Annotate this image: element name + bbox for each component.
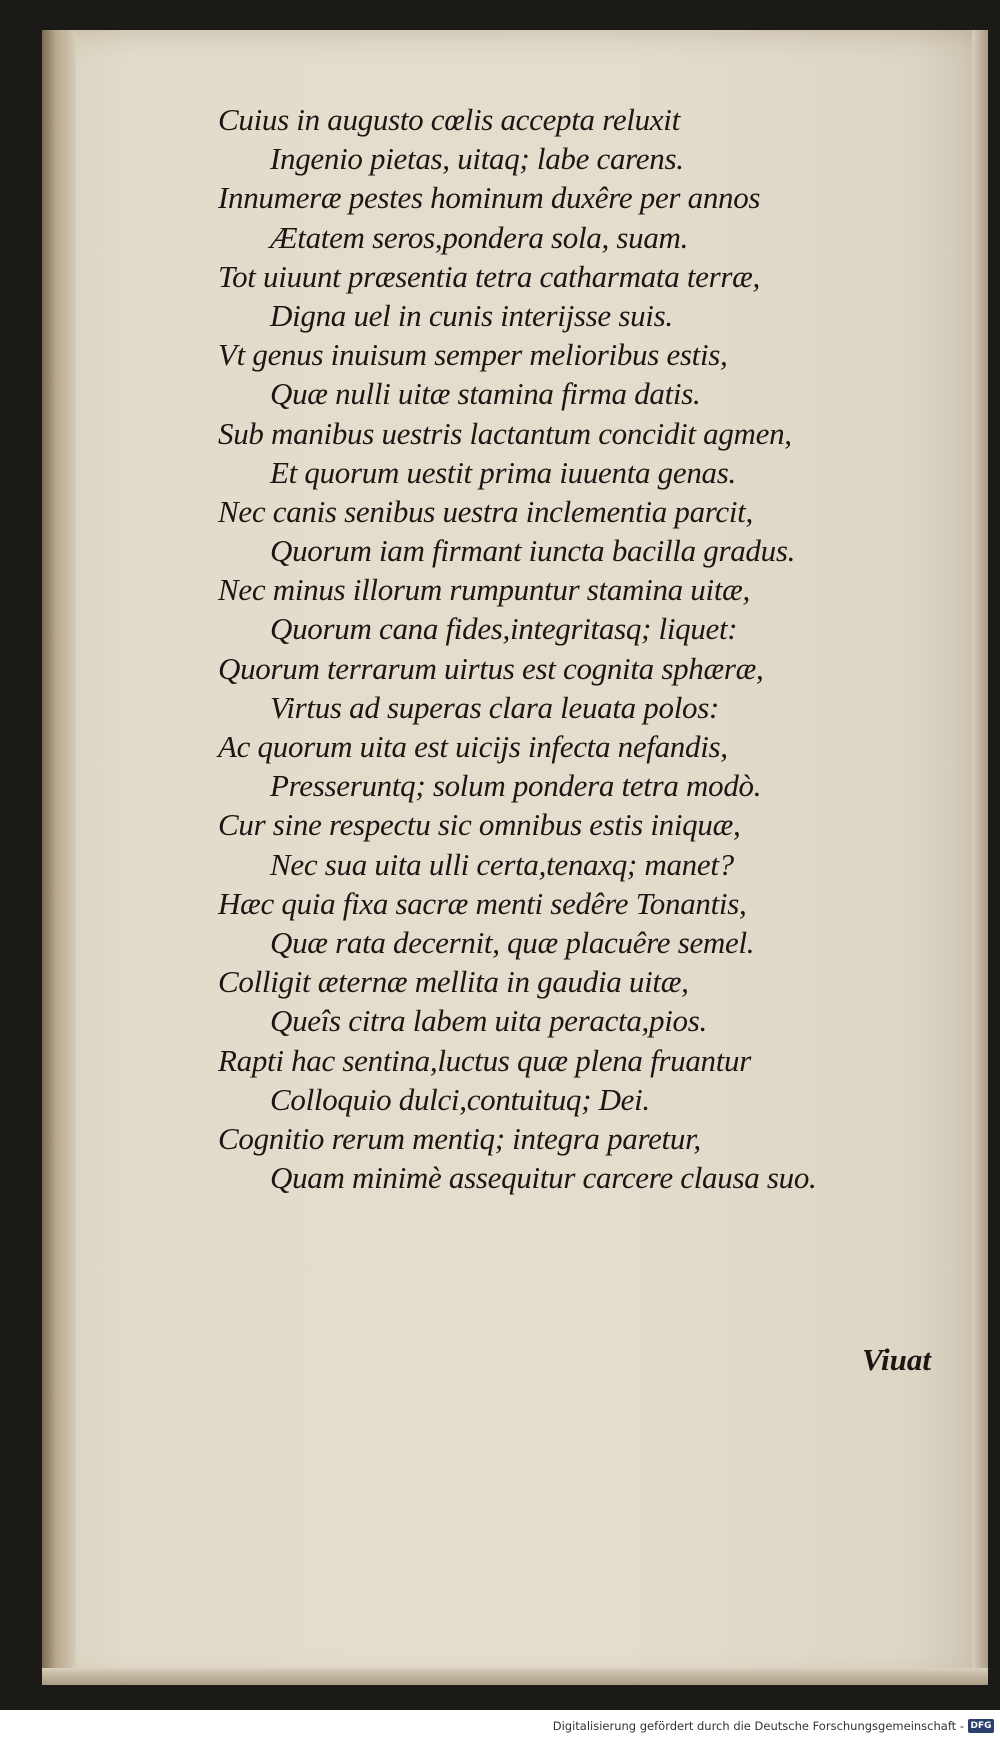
poem-line: Colligit æternæ mellita in gaudia uitæ,	[218, 964, 689, 1000]
poem-line: Cognitio rerum mentiq; integra paretur,	[218, 1120, 701, 1156]
poem-line: Cuius in augusto cœlis accepta reluxit	[218, 102, 680, 137]
poem-line: Nec minus illorum rumpuntur stamina uitæ,	[218, 572, 750, 608]
poem-line: Tot uiuunt præsentia tetra catharmata terræ,	[218, 258, 760, 294]
poem-line: Colloquio dulci,contuituq; Dei.	[270, 1081, 650, 1117]
poem-line: Ac quorum uita est uicijs infecta nefandis,	[218, 729, 728, 764]
poem-line: Sub manibus uestris lactantum concidit agmen,	[218, 415, 792, 451]
poem-line: Vt genus inuisum semper melioribus estis,	[218, 337, 728, 373]
poem-line: Quorum iam firmant iuncta bacilla gradus.	[270, 533, 796, 569]
poem-line: Queîs citra labem uita peracta,pios.	[270, 1003, 707, 1039]
poem-line: Nec canis senibus uestra inclementia parcit,	[218, 493, 753, 529]
poem-line: Virtus ad superas clara leuata polos:	[270, 689, 720, 725]
poem-line: Hæc quia fixa sacræ menti sedêre Tonantis,	[218, 885, 747, 921]
dfg-logo: DFG	[968, 1719, 994, 1733]
page-fore-edge	[972, 30, 988, 1685]
poem-line: Digna uel in cunis interijsse suis.	[270, 297, 673, 333]
poem-line: Ingenio pietas, uitaq; labe carens.	[270, 141, 684, 177]
poem-line: Cur sine respectu sic omnibus estis iniquæ,	[218, 807, 741, 843]
poem-line: Quorum cana fides,integritasq; liquet:	[270, 611, 738, 647]
poem-line: Ætatem seros,pondera sola, suam.	[270, 219, 689, 255]
poem-line: Rapti hac sentina,luctus quæ plena fruantur	[218, 1042, 752, 1078]
digitization-credit-bar	[0, 1716, 1000, 1740]
credit-text: Digitalisierung gefördert durch die Deutsche Forschungsgemeinschaft -	[552, 1719, 964, 1733]
poem-text-block	[218, 100, 948, 1197]
catchword: Viuat	[862, 1342, 931, 1377]
poem-line: Quorum terrarum uirtus est cognita sphæræ,	[218, 650, 764, 686]
page-gutter	[42, 30, 76, 1685]
poem-line: Nec sua uita ulli certa,tenaxq; manet?	[270, 846, 734, 882]
poem-line: Presseruntq; solum pondera tetra modò.	[270, 768, 762, 804]
poem-line: Quæ rata decernit, quæ placuêre semel.	[270, 924, 755, 960]
poem-line: Quæ nulli uitæ stamina firma datis.	[270, 376, 701, 412]
poem-line: Innumeræ pestes hominum duxêre per annos	[218, 180, 761, 216]
poem-line: Et quorum uestit prima iuuenta genas.	[270, 454, 736, 490]
poem-line: Quam minimè assequitur carcere clausa suo.	[270, 1160, 817, 1196]
page-bottom-edge	[42, 1668, 988, 1685]
